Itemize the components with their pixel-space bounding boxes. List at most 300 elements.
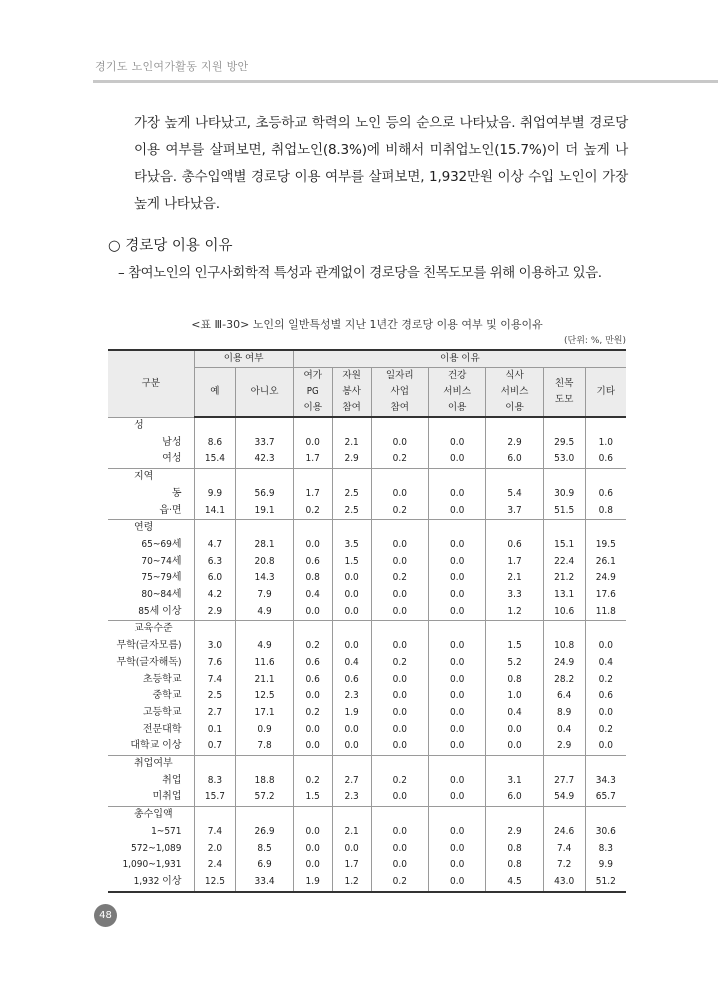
table-cell: 1.7: [293, 451, 332, 468]
table-unit-note: (단위: %, 만원): [564, 336, 626, 346]
table-cell: [194, 756, 236, 773]
table-cell: 0.2: [293, 503, 332, 520]
table-cell: 20.8: [236, 554, 293, 571]
table-cell: 3.0: [194, 638, 236, 655]
table-group-row: [108, 417, 626, 435]
table-cell: 30.9: [543, 486, 585, 503]
table-group-row: [108, 807, 626, 824]
table-cell: [371, 417, 428, 435]
table-cell: 1.5: [293, 789, 332, 806]
table-cell: 1.9: [332, 705, 371, 722]
table-row: [108, 857, 626, 874]
table-row: [108, 824, 626, 841]
table-cell: 8.3: [194, 773, 236, 790]
table-cell: 42.3: [236, 451, 293, 468]
table-cell: 3.1: [486, 773, 543, 790]
section-heading: ○ 경로당 이용 이유: [108, 238, 233, 254]
table-row: [108, 655, 626, 672]
table-cell: 29.5: [543, 435, 585, 452]
table-cell: [236, 469, 293, 486]
table-cell: 0.0: [585, 738, 626, 755]
header-group-label: 구분: [108, 350, 194, 417]
table-cell: [332, 520, 371, 537]
table-cell: 0.0: [371, 537, 428, 554]
table-cell: 2.0: [194, 841, 236, 858]
table-cell: [371, 807, 428, 824]
header-reason-job: [371, 368, 428, 418]
table-cell: 0.6: [486, 537, 543, 554]
table-cell: 0.0: [293, 738, 332, 755]
row-label: 여성: [162, 453, 182, 465]
table-cell: 0.0: [428, 672, 485, 689]
row-label: 남성: [162, 436, 182, 448]
table-cell: 0.0: [428, 587, 485, 604]
table-cell: 15.7: [194, 789, 236, 806]
header-text: 이용: [447, 402, 467, 413]
table-cell: 1.5: [486, 638, 543, 655]
table-caption: <표 Ⅲ-30> 노인의 일반특성별 지난 1년간 경로당 이용 여부 및 이용이유: [191, 318, 543, 331]
group-label: 총수입액: [108, 807, 194, 824]
table-cell: 65.7: [585, 789, 626, 806]
table-cell: [236, 520, 293, 537]
table-cell: [486, 520, 543, 537]
header-text: 자원: [342, 370, 361, 381]
table-cell: 8.6: [194, 435, 236, 452]
table-cell: 9.9: [585, 857, 626, 874]
table-cell: [543, 520, 585, 537]
table-cell: 0.0: [371, 435, 428, 452]
table-cell: 0.0: [332, 738, 371, 755]
row-label: 70~74세: [141, 555, 182, 567]
table-row: [108, 789, 626, 806]
table-cell: [585, 807, 626, 824]
table-row: [108, 570, 626, 587]
table-cell: 7.4: [543, 841, 585, 858]
table-group-row: [108, 520, 626, 537]
table-cell: [371, 469, 428, 486]
table-row: [108, 738, 626, 755]
table-cell: 2.9: [194, 604, 236, 621]
table-cell: 2.1: [332, 435, 371, 452]
table-cell: 33.4: [236, 874, 293, 892]
table-cell: 0.0: [428, 722, 485, 739]
table-cell: 0.0: [371, 841, 428, 858]
header-divider: [93, 80, 718, 83]
row-label: 무학(글자해독): [116, 656, 182, 668]
table-cell: 3.3: [486, 587, 543, 604]
table-cell: 7.2: [543, 857, 585, 874]
table-cell: [194, 417, 236, 435]
table-cell: 0.2: [293, 638, 332, 655]
table-cell: 11.8: [585, 604, 626, 621]
table-cell: 1.0: [486, 688, 543, 705]
group-label: 지역: [108, 469, 194, 486]
table-row: [108, 638, 626, 655]
table-cell: 2.5: [194, 688, 236, 705]
table-cell: 10.8: [543, 638, 585, 655]
table-cell: 7.8: [236, 738, 293, 755]
header-text: 참여: [342, 402, 361, 413]
table-cell: 19.1: [236, 503, 293, 520]
row-label: 고등학교: [142, 706, 182, 718]
table-cell: 17.6: [585, 587, 626, 604]
table-cell: [543, 807, 585, 824]
table-cell: 0.4: [486, 705, 543, 722]
table-cell: 51.2: [585, 874, 626, 892]
table-cell: 0.0: [428, 773, 485, 790]
table-cell: 1.7: [486, 554, 543, 571]
table-row: [108, 874, 626, 892]
table-cell: [332, 417, 371, 435]
table-cell: 0.0: [332, 587, 371, 604]
table-cell: [332, 469, 371, 486]
table-cell: 0.2: [371, 451, 428, 468]
table-cell: 0.2: [293, 705, 332, 722]
header-text: 도모: [554, 394, 574, 405]
table-cell: 0.0: [293, 722, 332, 739]
table-cell: [428, 417, 485, 435]
table-cell: 0.0: [428, 537, 485, 554]
group-label: 성: [134, 419, 144, 431]
table-cell: 18.8: [236, 773, 293, 790]
header-text: 서비스: [443, 386, 472, 397]
body-paragraph: 가장 높게 나타났고, 초등하교 학력의 노인 등의 순으로 나타났음. 취업여부별 경로당 이용 여부를 살펴보면, 취업노인(8.3%)에 비해서 미취업노인(15.7%)이 더 높게 나타났음. 총수입액별 경로당 이용 여부를 살펴보면, 1,932만원 이상 수입 노인이 가장 높게 나타났음.: [134, 115, 628, 212]
table-cell: [428, 807, 485, 824]
table-row: [108, 435, 626, 452]
table-row: [108, 587, 626, 604]
section-bullet: – 참여노인의 인구사회학적 특성과 관계없이 경로당을 친목도모를 위해 이용하고 있음.: [118, 266, 602, 281]
table-cell: 0.0: [428, 655, 485, 672]
header-reason-leisure: [293, 368, 332, 418]
table-cell: 10.6: [543, 604, 585, 621]
table-cell: 43.0: [543, 874, 585, 892]
table-cell: 0.0: [428, 789, 485, 806]
row-label: 75~79세: [141, 572, 182, 584]
table-cell: 56.9: [236, 486, 293, 503]
row-label: 전문대학: [142, 723, 182, 735]
table-cell: 2.1: [332, 824, 371, 841]
table-cell: 0.0: [428, 841, 485, 858]
table-cell: [293, 417, 332, 435]
table-cell: 0.0: [428, 451, 485, 468]
header-text: 봉사: [342, 386, 361, 397]
table-row: [108, 537, 626, 554]
table-cell: 0.0: [371, 604, 428, 621]
table-cell: 28.1: [236, 537, 293, 554]
table-cell: 6.9: [236, 857, 293, 874]
header-reason-health: [428, 368, 485, 418]
table-cell: 11.6: [236, 655, 293, 672]
table-cell: [236, 756, 293, 773]
table-cell: 5.4: [486, 486, 543, 503]
table-cell: 22.4: [543, 554, 585, 571]
table-cell: 14.3: [236, 570, 293, 587]
table-cell: 1.7: [332, 857, 371, 874]
table-cell: 7.4: [194, 824, 236, 841]
table-cell: [585, 520, 626, 537]
header-text: 이용: [505, 402, 524, 413]
table-cell: 19.5: [585, 537, 626, 554]
table-cell: 0.0: [585, 638, 626, 655]
table-cell: [371, 520, 428, 537]
table-cell: 2.7: [332, 773, 371, 790]
table-body: [108, 417, 626, 892]
table-header: [108, 350, 626, 417]
header-reason-volunteer: [332, 368, 371, 418]
table-cell: [543, 417, 585, 435]
table-cell: 0.0: [486, 722, 543, 739]
header-text: 여가: [303, 370, 322, 381]
table-cell: [486, 621, 543, 638]
row-label: 80~84세: [141, 589, 182, 601]
table-row: [108, 451, 626, 468]
table-cell: 0.0: [428, 638, 485, 655]
row-label: 대학교 이상: [130, 740, 182, 752]
table-cell: 0.0: [371, 738, 428, 755]
row-label: 동: [171, 487, 182, 499]
table-row: [108, 503, 626, 520]
table-cell: 14.1: [194, 503, 236, 520]
table-cell: 0.0: [371, 722, 428, 739]
header-text: 참여: [390, 402, 410, 413]
table-cell: 0.8: [585, 503, 626, 520]
group-label: 연령: [108, 520, 194, 537]
header-text: 이용: [303, 402, 322, 413]
table-cell: 4.9: [236, 638, 293, 655]
table-cell: 0.2: [371, 773, 428, 790]
table-cell: 21.2: [543, 570, 585, 587]
table-cell: 0.6: [293, 672, 332, 689]
table-cell: 0.0: [371, 824, 428, 841]
table-cell: 2.3: [332, 789, 371, 806]
table-cell: 51.5: [543, 503, 585, 520]
table-cell: [585, 756, 626, 773]
table-cell: 0.0: [428, 486, 485, 503]
table-cell: [585, 621, 626, 638]
table-cell: 1.2: [486, 604, 543, 621]
header-text: 친목: [554, 378, 574, 389]
table-cell: 0.0: [428, 824, 485, 841]
table-cell: [332, 807, 371, 824]
table-cell: [293, 621, 332, 638]
table-cell: [332, 621, 371, 638]
table-cell: 0.0: [428, 503, 485, 520]
row-label: 미취업: [152, 791, 182, 803]
table-cell: 57.2: [236, 789, 293, 806]
table-cell: [236, 417, 293, 435]
table-cell: [293, 807, 332, 824]
data-table: [108, 349, 626, 893]
table-cell: 0.0: [332, 722, 371, 739]
table-cell: [236, 807, 293, 824]
table-cell: [543, 756, 585, 773]
table-cell: 0.0: [293, 688, 332, 705]
table-cell: 0.6: [293, 655, 332, 672]
table-cell: 0.0: [371, 638, 428, 655]
table-row: [108, 722, 626, 739]
table-cell: [194, 520, 236, 537]
table-cell: 0.0: [293, 857, 332, 874]
table-row: [108, 604, 626, 621]
table-cell: 21.1: [236, 672, 293, 689]
table-cell: 0.1: [194, 722, 236, 739]
table-cell: 0.2: [293, 773, 332, 790]
row-label: 1~571: [151, 825, 182, 837]
table-cell: 15.1: [543, 537, 585, 554]
header-text: 서비스: [500, 386, 529, 397]
header-text: PG: [306, 386, 319, 397]
header-yes: 예: [194, 368, 236, 418]
table-cell: [194, 621, 236, 638]
table-cell: 0.2: [585, 672, 626, 689]
header-text: 식사: [505, 370, 524, 381]
group-label: 취업여부: [108, 756, 194, 773]
table-cell: 0.0: [371, 789, 428, 806]
table-cell: [543, 469, 585, 486]
table-cell: 0.4: [585, 655, 626, 672]
table-cell: 8.3: [585, 841, 626, 858]
table-cell: 3.5: [332, 537, 371, 554]
table-cell: 0.2: [371, 570, 428, 587]
table-cell: 2.9: [332, 451, 371, 468]
header-no: 아니오: [236, 368, 293, 418]
table-cell: 0.0: [293, 841, 332, 858]
table-cell: 0.4: [293, 587, 332, 604]
table-cell: [332, 756, 371, 773]
table-cell: 9.9: [194, 486, 236, 503]
header-use: 이용 여부: [194, 350, 293, 368]
table-cell: 2.5: [332, 503, 371, 520]
table-cell: [428, 621, 485, 638]
table-cell: 6.3: [194, 554, 236, 571]
table-cell: 26.9: [236, 824, 293, 841]
table-cell: 4.5: [486, 874, 543, 892]
page-number-badge: 48: [94, 904, 117, 927]
table-cell: [428, 756, 485, 773]
table-cell: 0.0: [332, 604, 371, 621]
table-cell: 53.0: [543, 451, 585, 468]
table-cell: 0.0: [428, 738, 485, 755]
table-cell: 0.0: [371, 857, 428, 874]
table-cell: 0.0: [486, 738, 543, 755]
table-cell: 4.2: [194, 587, 236, 604]
table-cell: 8.9: [543, 705, 585, 722]
table-cell: 12.5: [194, 874, 236, 892]
table-cell: [486, 756, 543, 773]
table-cell: [486, 469, 543, 486]
row-label: 85세 이상: [138, 605, 182, 617]
table-cell: 0.0: [293, 435, 332, 452]
table-cell: [585, 417, 626, 435]
table-cell: 0.0: [428, 604, 485, 621]
table-cell: 4.7: [194, 537, 236, 554]
table-cell: 0.0: [371, 672, 428, 689]
table-cell: 2.3: [332, 688, 371, 705]
row-label: 취업: [162, 774, 182, 786]
table-cell: 0.0: [428, 874, 485, 892]
row-label: 65~69세: [141, 538, 182, 550]
table-cell: 0.0: [293, 604, 332, 621]
table-cell: 1.0: [585, 435, 626, 452]
table-cell: 15.4: [194, 451, 236, 468]
table-group-row: [108, 621, 626, 638]
table-cell: 12.5: [236, 688, 293, 705]
table-row: [108, 554, 626, 571]
header-reason: 이용 이유: [293, 350, 626, 368]
table-cell: 2.9: [543, 738, 585, 755]
table-cell: 0.0: [332, 570, 371, 587]
table-cell: 17.1: [236, 705, 293, 722]
table-cell: 0.0: [428, 435, 485, 452]
table-cell: [194, 807, 236, 824]
table-cell: 2.9: [486, 435, 543, 452]
table-cell: 33.7: [236, 435, 293, 452]
table-cell: 0.2: [371, 503, 428, 520]
table-cell: 0.0: [293, 537, 332, 554]
table-cell: 0.0: [371, 554, 428, 571]
table-row: [108, 672, 626, 689]
table-cell: 0.0: [428, 705, 485, 722]
table-cell: 2.1: [486, 570, 543, 587]
table-cell: 0.0: [428, 570, 485, 587]
table-cell: 0.4: [543, 722, 585, 739]
table-cell: 0.6: [585, 486, 626, 503]
table-cell: [486, 807, 543, 824]
table-cell: [293, 469, 332, 486]
table-cell: 0.2: [585, 722, 626, 739]
table-cell: 6.0: [486, 789, 543, 806]
table-row: [108, 705, 626, 722]
row-label: 1,090~1,931: [122, 859, 182, 871]
table-cell: 0.0: [428, 857, 485, 874]
row-label: 무학(글자모름): [116, 640, 182, 652]
table-cell: 2.5: [332, 486, 371, 503]
header-text: 건강: [447, 370, 467, 381]
table-cell: [194, 469, 236, 486]
table-cell: 0.6: [585, 688, 626, 705]
table-cell: [371, 756, 428, 773]
table-cell: 7.9: [236, 587, 293, 604]
table-cell: 0.0: [332, 841, 371, 858]
table-cell: 7.4: [194, 672, 236, 689]
table-cell: 0.6: [585, 451, 626, 468]
table-cell: 0.0: [293, 824, 332, 841]
table-cell: [371, 621, 428, 638]
row-label: 1,932 이상: [108, 874, 194, 892]
table-cell: 24.9: [543, 655, 585, 672]
row-label: 읍·면: [159, 504, 182, 516]
table-cell: 0.6: [293, 554, 332, 571]
table-cell: 0.8: [486, 857, 543, 874]
table-cell: 3.7: [486, 503, 543, 520]
table-cell: 1.2: [332, 874, 371, 892]
table-cell: 0.0: [428, 688, 485, 705]
table-cell: 7.6: [194, 655, 236, 672]
table-cell: 2.9: [486, 824, 543, 841]
table-cell: 24.9: [585, 570, 626, 587]
row-label: 초등학교: [142, 673, 182, 685]
table-cell: 24.6: [543, 824, 585, 841]
table-cell: 34.3: [585, 773, 626, 790]
table-cell: 2.7: [194, 705, 236, 722]
table-cell: 0.7: [194, 738, 236, 755]
group-label: 교육수준: [108, 621, 194, 638]
table-cell: 0.0: [585, 705, 626, 722]
table-group-row: [108, 756, 626, 773]
header-reason-meal: [486, 368, 543, 418]
table-cell: 1.9: [293, 874, 332, 892]
row-label: 중학교: [152, 690, 182, 702]
